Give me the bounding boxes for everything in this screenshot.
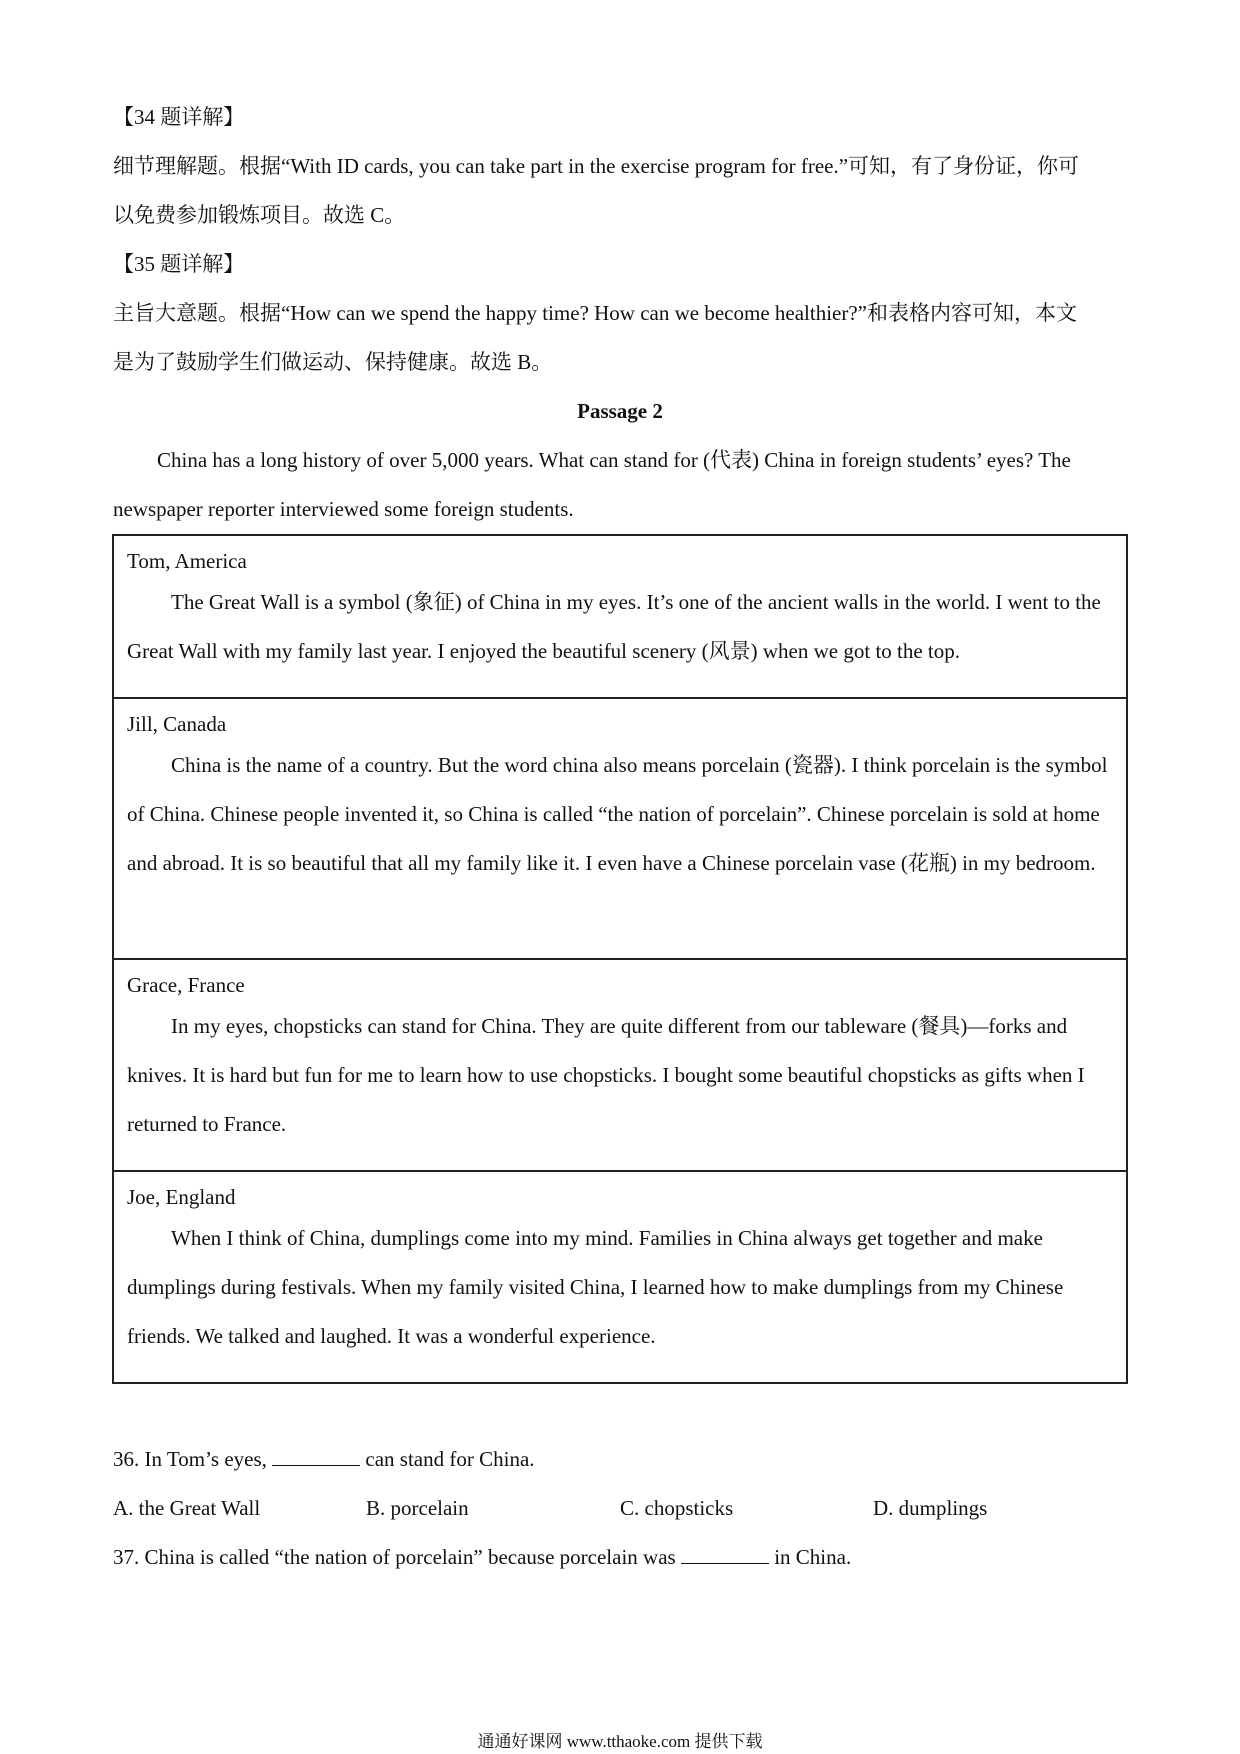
passage-intro-line: newspaper reporter interviewed some foreign students. (113, 497, 574, 521)
interview-cell (113, 698, 1127, 959)
student-name: Grace, France (127, 973, 245, 997)
question-36 (113, 1444, 535, 1474)
interview-row (113, 535, 1127, 698)
passage-intro-line: China has a long history of over 5,000 years. What can stand for (代表) China in foreign students’ eyes? The (157, 448, 1071, 472)
student-quote: The Great Wall is a symbol (象征) of China in my eyes. It’s one of the ancient walls in the world. I went to the Great Wall with my family last year. I enjoyed the beautiful scenery (风景) when we got to the top. (127, 590, 1101, 663)
option-a: A. the Great Wall (113, 1496, 261, 1520)
question-37 (113, 1542, 851, 1572)
answer-blank (272, 1447, 360, 1466)
student-quote: In my eyes, chopsticks can stand for China. They are quite different from our tableware (餐具)—forks and knives. It is hard but fun for me to learn how to use chopsticks. I bought some beautiful chopsticks as gifts when I returned to France. (127, 1014, 1085, 1136)
explanation-35-title: 【35 题详解】 (113, 252, 245, 276)
student-name: Joe, England (127, 1185, 236, 1209)
interview-row (113, 698, 1127, 959)
student-name: Tom, America (127, 549, 247, 573)
interview-row (113, 1171, 1127, 1383)
question-text: can stand for China. (360, 1447, 535, 1471)
option-b: B. porcelain (366, 1496, 469, 1520)
option-d: D. dumplings (873, 1496, 988, 1520)
interview-cell (113, 959, 1127, 1171)
option-c: C. chopsticks (620, 1496, 734, 1520)
explanation-34-line: 细节理解题。根据“With ID cards, you can take part in the exercise program for free.”可知，有了身份证，你可 (113, 154, 1080, 178)
interview-row (113, 959, 1127, 1171)
explanation-35-line: 是为了鼓励学生们做运动、保持健康。故选 B。 (113, 350, 553, 374)
student-quote: When I think of China, dumplings come into my mind. Families in China always get together and make dumplings during festivals. When my family visited China, I learned how to make dumplings from my Chinese friends. We talked and laughed. It was a wonderful experience. (127, 1226, 1064, 1348)
explanation-35-line: 主旨大意题。根据“How can we spend the happy time? How can we become healthier?”和表格内容可知，本文 (113, 301, 1077, 325)
student-quote: China is the name of a country. But the word china also means porcelain (瓷器). I think porcelain is the symbol of China. Chinese people invented it, so China is called “the nation of porcelain”. Chinese porcelain is sold at home and abroad. It is so beautiful that all my family like it. I even have a Chinese porcelain vase (花瓶) in my bedroom. (127, 753, 1108, 875)
explanation-34-line: 以免费参加锻炼项目。故选 C。 (113, 203, 406, 227)
interview-cell (113, 1171, 1127, 1383)
interview-cell (113, 535, 1127, 698)
question-text: in China. (768, 1545, 852, 1569)
question-text: 36. In Tom’s eyes, (113, 1447, 273, 1471)
page-footer: 通通好课网 www.tthaoke.com 提供下载 (477, 1732, 763, 1751)
explanation-34-title: 【34 题详解】 (113, 105, 245, 129)
interview-table (112, 534, 1128, 1384)
passage-title: Passage 2 (577, 399, 663, 423)
question-text: 37. China is called “the nation of porcelain” because porcelain was (113, 1545, 681, 1569)
student-name: Jill, Canada (127, 712, 227, 736)
answer-blank (681, 1545, 769, 1564)
